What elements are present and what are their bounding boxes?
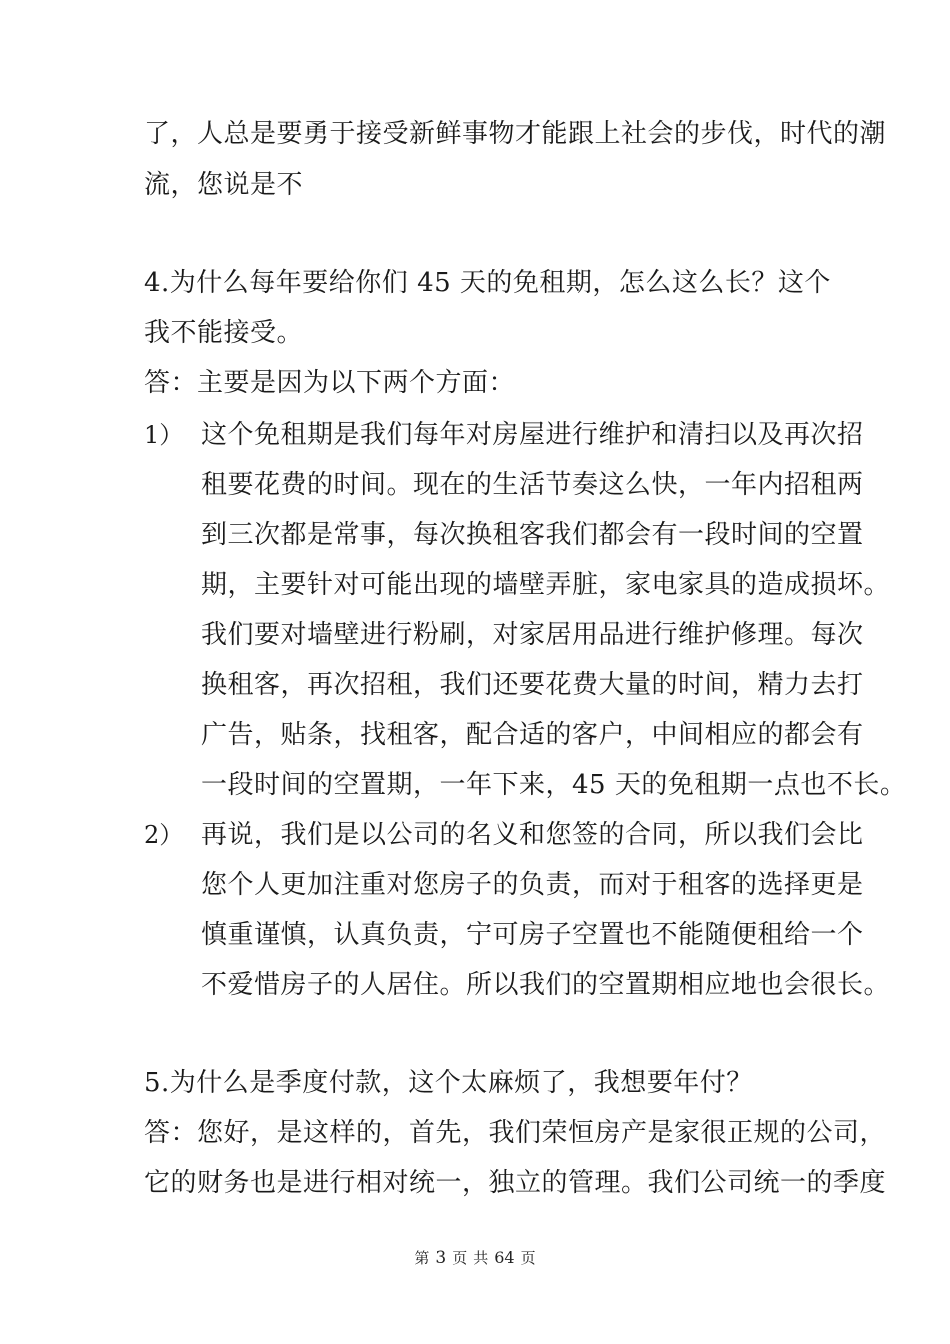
- footer-ye: 页: [452, 1249, 468, 1267]
- list-item-1-line: 广告，贴条，找租客，配合适的客户，中间相应的都会有: [201, 720, 864, 750]
- answer-5-line-1: 答：您好，是这样的，首先，我们荣恒房产是家很正规的公司，: [144, 1118, 887, 1148]
- list-item-2-line: 不爱惜房子的人居住。所以我们的空置期相应地也会很长。: [201, 970, 891, 1000]
- list-item-1-line: 期，主要针对可能出现的墙壁弄脏，家电家具的造成损坏。: [201, 570, 891, 600]
- list-item-2-line: 再说，我们是以公司的名义和您签的合同，所以我们会比: [201, 820, 864, 850]
- list-item-1-line: 一段时间的空置期，一年下来，45 天的免租期一点也不长。: [201, 770, 907, 800]
- continued-text-line-2: 流，您说是不: [144, 170, 304, 200]
- list-item-1-line: 换租客，再次招租，我们还要花费大量的时间，精力去打: [201, 670, 864, 700]
- footer-total-pages: 64: [494, 1248, 515, 1267]
- answer-5-line-2: 它的财务也是进行相对统一，独立的管理。我们公司统一的季度: [144, 1168, 887, 1198]
- list-item-number-1: 1）: [144, 421, 184, 449]
- list-item-1-line: 我们要对墙壁进行粉刷，对家居用品进行维护修理。每次: [201, 620, 864, 650]
- list-item-1-line: 租要花费的时间。现在的生活节奏这么快，一年内招租两: [201, 470, 864, 500]
- page-footer: [0, 1248, 950, 1268]
- list-item-2-line: 慎重谨慎，认真负责，宁可房子空置也不能随便租给一个: [201, 920, 864, 950]
- list-item-2-line: 您个人更加注重对您房子的负责，而对于租客的选择更是: [201, 870, 864, 900]
- footer-gong: 共: [473, 1249, 489, 1267]
- answer-4-intro: 答：主要是因为以下两个方面：: [144, 368, 516, 398]
- footer-ye-2: 页: [520, 1249, 536, 1267]
- question-4-line-2: 我不能接受。: [144, 318, 304, 348]
- continued-text-line-1: 了，人总是要勇于接受新鲜事物才能跟上社会的步伐，时代的潮: [144, 119, 887, 149]
- question-5: 5.为什么是季度付款，这个太麻烦了，我想要年付？: [144, 1068, 753, 1098]
- list-item-1-line: 到三次都是常事，每次换租客我们都会有一段时间的空置: [201, 520, 864, 550]
- footer-di: 第: [414, 1249, 430, 1267]
- list-item-1-line: 这个免租期是我们每年对房屋进行维护和清扫以及再次招: [201, 420, 864, 450]
- list-item-number-2: 2）: [144, 821, 184, 849]
- footer-page-number: 3: [435, 1248, 447, 1268]
- question-4-line-1: 4.为什么每年要给你们 45 天的免租期，怎么这么长？这个: [144, 268, 831, 298]
